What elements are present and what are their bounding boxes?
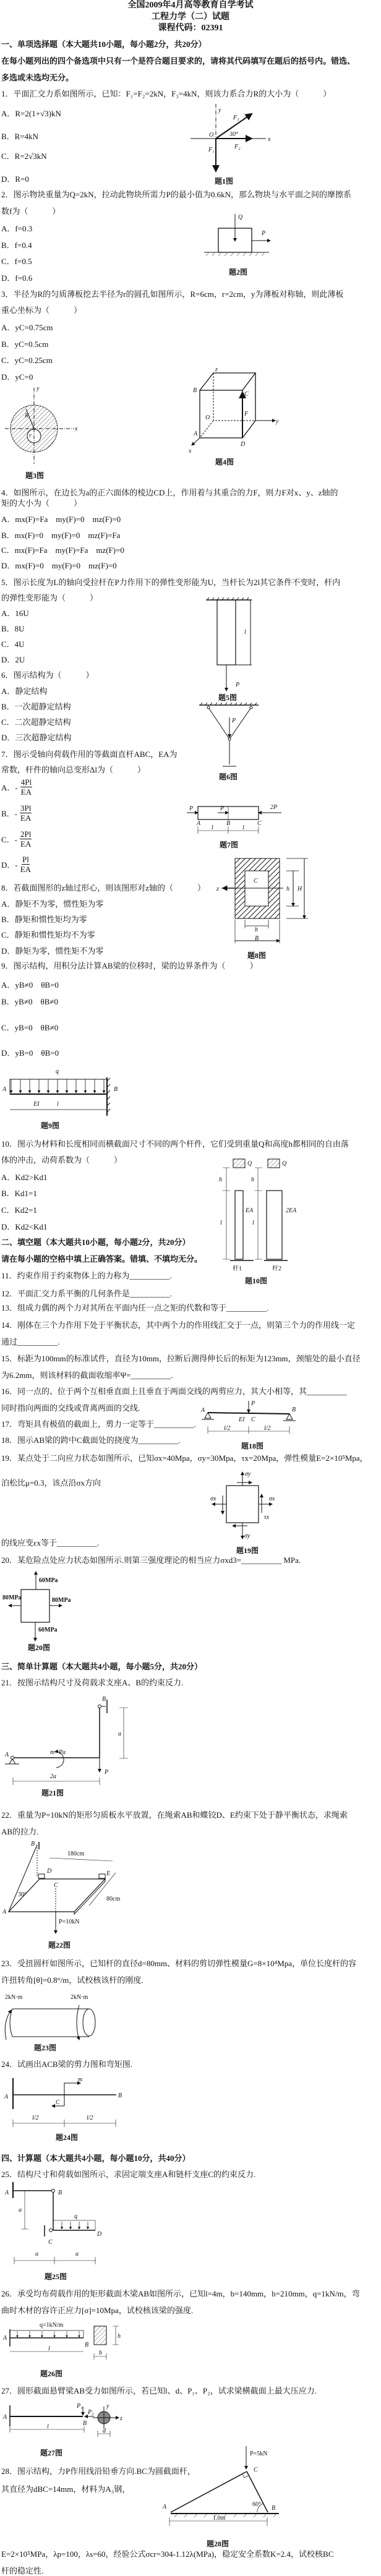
figure-label: τx xyxy=(264,1514,270,1521)
question-stem: 28．图示结构，力P作用线沿铅垂方向.BC为圆截面杆， xyxy=(1,2467,195,2476)
figure-caption: 题1图 xyxy=(214,177,234,186)
answer-option: C．R=2√3kN xyxy=(1,152,47,161)
figure-4-cube xyxy=(186,366,279,455)
answer-option: C．f=0.5 xyxy=(1,257,32,266)
figure-label: C xyxy=(56,2099,60,2106)
figure-8-box-section xyxy=(215,857,311,946)
figure-label: B xyxy=(31,1841,35,1847)
figure-caption: 题23图 xyxy=(33,2043,57,2052)
figure-caption: 题20图 xyxy=(27,1643,51,1652)
bar-ac xyxy=(171,2471,247,2512)
answer-option: D．静矩为零，惯性矩不为零 xyxy=(1,946,104,956)
figure-label: h xyxy=(251,1176,254,1183)
question-stem: 数f为（ ） xyxy=(1,207,61,216)
figure-label: EI xyxy=(33,1101,40,1108)
figure-label: l xyxy=(57,1101,59,1108)
figure-label: z xyxy=(216,886,219,892)
figure-label: 80MPa xyxy=(52,1597,71,1604)
answer-option: C．yB=0 θB≠0 xyxy=(1,1023,59,1032)
figure-label: l xyxy=(48,2345,50,2352)
figure-caption: 题8图 xyxy=(247,951,267,960)
question-stem: 6．图示结构为（ ） xyxy=(1,670,94,680)
question-stem: 20．某危险点处应力状态如图所示.则第三强度理论的相当应力σxd3=__________ MPa. xyxy=(1,1555,301,1565)
figure-label: B xyxy=(272,2505,276,2512)
figure-label: a xyxy=(118,1731,121,1737)
figure-5-tension-bar xyxy=(201,597,257,696)
figure-label: x xyxy=(75,426,78,432)
answer-option: B．yC=0.5cm xyxy=(1,340,49,349)
figure-9-cantilever xyxy=(1,1065,122,1116)
figure-label: A xyxy=(2,1909,7,1915)
figure-label: y xyxy=(218,107,221,114)
figure-label: B xyxy=(292,1406,296,1413)
figure-label: B xyxy=(255,935,259,942)
figure-caption: 题4图 xyxy=(215,458,234,466)
figure-label: E xyxy=(106,1870,111,1877)
figure-28-strut-frame xyxy=(160,2444,283,2537)
fraction xyxy=(20,777,32,797)
answer-option: D．Kd2<Kd1 xyxy=(1,1222,48,1231)
numerator: 4Pl xyxy=(20,777,32,787)
figure-label: D xyxy=(47,1868,52,1875)
course-code: 课程代码：02391 xyxy=(158,24,223,33)
figure-label: F xyxy=(244,411,249,417)
figure-19-stress-element xyxy=(207,1470,278,1545)
figure-label: H xyxy=(298,886,302,892)
answer-option xyxy=(1,777,32,797)
figure-label: C xyxy=(244,391,249,398)
figure-label: EA xyxy=(246,1207,254,1214)
question-stem: 重心坐标为（ ） xyxy=(1,306,82,315)
figure-21-frame xyxy=(2,1695,132,1787)
figure-caption: 题18图 xyxy=(241,1442,264,1450)
figure-label: q xyxy=(74,2213,77,2220)
section-heading: 二、填空题（本大题共10小题，每小题2分，共20分） xyxy=(1,1238,191,1247)
fraction xyxy=(20,829,32,849)
figure-label: 杆1 xyxy=(233,1265,242,1272)
figure-label: P₂ xyxy=(88,2409,94,2416)
answer-option: B．8U xyxy=(1,624,25,633)
answer-option: D．三次超静定结构 xyxy=(1,733,72,742)
fraction xyxy=(20,855,31,874)
question-stem: 5．图示长度为L的轴向受拉杆在P力作用下的弹性变形能为U，当杆长为2l其它条件不变时，杆内 xyxy=(1,578,341,587)
figure-label: l xyxy=(47,2423,49,2430)
option-prefix: A．- xyxy=(1,783,18,792)
figure-label: B xyxy=(226,820,231,827)
answer-option: C．静矩和惯性矩均不为零 xyxy=(1,930,95,939)
answer-option xyxy=(1,803,32,823)
figure-caption: 题10图 xyxy=(244,1277,268,1285)
fraction xyxy=(20,803,32,823)
option-prefix: D．- xyxy=(1,860,18,870)
figure-label: l/2 xyxy=(224,1425,231,1432)
figure-label: 60MPa xyxy=(39,1577,58,1584)
question-stem: 19．某点处于二向应力状态如图所示，已知σx=40Mpa，σy=30Mpa，τx=20Mpa，弹性模量E=2×10⁵Mpa， xyxy=(1,1453,368,1463)
question-stem: AB的拉力. xyxy=(1,1827,39,1836)
question-stem: 2．图示物块重量为Q=2kN，拉动此物块所需力P的最小值为0.6kN，那么物块与水平面之间的摩擦系 xyxy=(1,190,351,199)
figure-label: 2EA xyxy=(286,1207,297,1214)
question-stem: 25．结构尺寸和荷载如图所示，求固定端支座A和链杆支座C的约束反力. xyxy=(1,2170,256,2179)
question-stem: 同时指向两面的交线或背离两面的交线. xyxy=(1,1403,140,1413)
figure-label: σx xyxy=(210,1496,216,1502)
figure-label: A xyxy=(2,1086,7,1093)
figure-23-torsion-shaft xyxy=(1,1992,100,2041)
figure-label: 2kN·m xyxy=(5,1994,23,2001)
figure-label: b xyxy=(99,2350,102,2356)
answer-option: B．R=4kN xyxy=(1,132,39,141)
question-stem: 10．图示为材料和长度相同而横截面尺寸不同的两个杆件，它们受到重量Q和高度h都相同的自由落 xyxy=(1,1139,349,1149)
answer-option: D．yB=0 θB=0 xyxy=(1,1048,59,1058)
figure-label: EI xyxy=(239,1416,245,1423)
figure-label: F₁ xyxy=(208,147,215,153)
figure-label: l xyxy=(242,824,244,831)
section-instruction: 多选或未选均无分。 xyxy=(1,73,74,82)
answer-option: D．yC=0 xyxy=(1,372,33,382)
figure-label: z xyxy=(215,366,218,373)
question-stem: 8．若截面图形的z轴过形心，则该图形对z轴的（ ） xyxy=(1,883,206,892)
question-stem: 其直径为dBC=14mm，材料为A₃钢， xyxy=(1,2484,131,2494)
figure-caption: 题27图 xyxy=(40,2449,63,2457)
figure-label: B xyxy=(193,387,197,394)
figure-label: l xyxy=(244,629,246,636)
figure-label: A xyxy=(201,1407,205,1414)
answer-option: A．yB≠0 θB=0 xyxy=(1,980,59,990)
question-stem: 的线应变εx等于__________. xyxy=(1,1538,100,1547)
figure-label: 2P xyxy=(270,804,278,811)
question-stem: 许扭转角[θ]=0.8°/m，试校核该杆的刚度. xyxy=(1,1975,143,1985)
figure-caption: 题5图 xyxy=(218,693,238,702)
figure-label: B xyxy=(58,2189,62,2196)
figure-label: C xyxy=(254,878,258,884)
figure-label: h xyxy=(219,1176,222,1183)
numerator: Pl xyxy=(22,855,29,864)
figure-label: l/2 xyxy=(264,1425,271,1432)
question-stem: 14．刚体在三个力作用下处于平衡状态，其中两个力的作用线汇交于一点，则第三个力的作用线一定 xyxy=(1,1320,356,1330)
figure-22-plate xyxy=(1,1842,131,1938)
answer-option: C．mx(F)=Fa my(F)=Fa mz(F)=0 xyxy=(1,546,124,555)
answer-option: D．f=0.6 xyxy=(1,273,33,283)
figure-label: F₂ xyxy=(234,143,241,150)
figure-caption: 题28图 xyxy=(206,2540,229,2548)
question-stem: 的弹性变形能为（ ） xyxy=(1,593,98,602)
figure-label: C xyxy=(48,2239,53,2246)
figure-label: P=10kN xyxy=(59,1919,80,1925)
figure-caption: 题22图 xyxy=(48,1941,71,1949)
figure-label: Q xyxy=(247,1160,252,1167)
question-stem: 4．如图所示，在边长为a的正六面体的棱边CD上，作用着与其重合的力F，则力F对x、y、z轴的 xyxy=(1,488,338,497)
figure-6-truss xyxy=(198,703,260,771)
figure-label: a xyxy=(75,2251,79,2257)
figure-20-stress-element xyxy=(1,1570,75,1644)
question-stem: 17．弯矩具有极值的截面上，剪力一定等于__________. xyxy=(1,1419,197,1429)
question-stem: 15．标距为100mm的标准试件，直径为10mm，拉断后测得伸长后的标矩为123mm，颈缩处的最小直径 xyxy=(1,1354,361,1363)
figure-label: C xyxy=(251,1416,255,1423)
figure-label: r xyxy=(29,432,32,439)
figure-label: B xyxy=(114,1086,118,1093)
figure-label: Q xyxy=(282,1160,287,1167)
figure-label: m=Pa xyxy=(50,1749,66,1756)
numerator: 2Pl xyxy=(20,829,32,839)
figure-label: z xyxy=(120,2415,122,2422)
figure-label: b xyxy=(255,926,258,933)
section-instruction: 请在每小题的空格中填上正确答案。错填、不填均无分。 xyxy=(1,1254,203,1264)
figure-label: A xyxy=(5,2189,9,2196)
figure-26-beam-section xyxy=(1,2321,125,2367)
question-stem: 9．图示结构，用积分法计算AB梁的位移时，梁的边界条件为（ ） xyxy=(1,961,258,970)
answer-option xyxy=(1,855,31,874)
figure-label: x xyxy=(268,136,271,143)
answer-option: D．mx(F)=0 my(F)=0 mz(F)=0 xyxy=(1,561,117,570)
question-stem: 26．承受均布荷载作用的矩形截面木梁AB如图所示，已知l=4m，b=140mm，h=210mm，q=1kN/m，弯 xyxy=(1,2289,360,2298)
figure-label: 30° xyxy=(18,1891,27,1898)
answer-option: B．一次超静定结构 xyxy=(1,702,71,711)
figure-caption: 题3图 xyxy=(25,471,45,480)
question-stem: 矩的大小为（ ） xyxy=(1,499,82,508)
question-stem: 16．同一点的、位于两个互相垂直面上且垂直于两面交线的两剪应力，其大小相等，其__________ xyxy=(1,1387,348,1396)
figure-caption: 题9图 xyxy=(40,1121,60,1130)
figure-label: l xyxy=(252,1220,254,1226)
answer-option: C．Kd2=1 xyxy=(1,1205,37,1215)
figure-label: C xyxy=(254,2467,258,2473)
question-stem: 24．试画出ACB梁的剪力图和弯矩图. xyxy=(1,2060,132,2069)
figure-label: B xyxy=(102,1696,106,1703)
figure-label: Q xyxy=(238,214,243,221)
figure-label: P xyxy=(220,805,225,812)
bar-1 xyxy=(235,1191,243,1259)
figure-label: a xyxy=(19,2207,22,2214)
figure-label: l/2 xyxy=(32,2115,39,2121)
figure-label: d xyxy=(103,2428,106,2434)
figure-label: C xyxy=(257,820,262,827)
answer-option: B．mx(F)=0 my(F)=0 mz(F)=Fa xyxy=(1,531,121,540)
question-stem: 11．约束作用于约束物体上的力称为__________. xyxy=(1,1271,172,1280)
answer-option: A．f=0.3 xyxy=(1,224,33,233)
figure-label: x xyxy=(189,448,192,455)
figure-3-plate-with-hole xyxy=(3,387,80,467)
exam-title: 全国2009年4月高等教育自学考试 xyxy=(127,1,254,10)
figure-label: B xyxy=(118,2092,122,2099)
figure-caption: 题6图 xyxy=(218,772,238,781)
section-instruction: 在每小题列出的四个备选项中只有一个是符合题目要求的，请将其代码填写在题后的括号内。错选、 xyxy=(1,56,356,66)
option-prefix: B．- xyxy=(1,809,18,818)
figure-label: B xyxy=(85,2342,89,2348)
figure-label: F₃ xyxy=(233,114,239,121)
figure-label: A xyxy=(4,2094,9,2100)
figure-label: P xyxy=(232,717,236,724)
figure-label: B xyxy=(83,2420,87,2427)
question-stem: 泊松比μ=0.3，该点沿σx方向 xyxy=(1,1478,101,1487)
question-stem: 13．组成力偶的两个力对其所在平面内任一点之矩的代数和等于__________. xyxy=(1,1303,269,1312)
answer-option: A．16U xyxy=(1,609,29,618)
answer-option: B．yB≠0 θB≠0 xyxy=(1,997,59,1006)
figure-label: 1.0m xyxy=(213,2515,226,2522)
answer-option xyxy=(1,829,32,849)
figure-label: 60° xyxy=(252,2501,261,2508)
figure-label: l xyxy=(220,1220,222,1226)
question-stem: 18．图示AB梁的跨中C截面处的挠度为__________. xyxy=(1,1436,181,1445)
figure-label: A xyxy=(3,2335,7,2342)
section-heading: 四、计算题（本大题共4小题，每小题10分，共40分） xyxy=(1,2154,191,2163)
figure-label: P₁ xyxy=(77,2403,83,2410)
figure-caption: 题24图 xyxy=(55,2133,79,2142)
figure-label: P xyxy=(189,805,194,812)
figure-label: A xyxy=(163,2504,167,2510)
bar xyxy=(217,600,236,665)
question-stem: 22．重量为P=10kN的矩形匀质板水平放置，在绳索AB和蝶铰D、E约束下处于静平衡状态，求绳索 xyxy=(1,1810,348,1820)
answer-option: A．R=2(1+√3)kN xyxy=(1,109,61,118)
figure-label: a xyxy=(35,2251,38,2257)
figure-7-axial-bar xyxy=(186,803,285,835)
question-stem: E=2×10⁵MPa，λp=100，λs=60，经验公式σcr=304-1.12λ(MPa)，稳定安全系数K=2.4，试校核BC xyxy=(1,2549,334,2559)
question-stem: 21．按图示结构尺寸及荷载求支座A、B的约束反力. xyxy=(1,1678,184,1687)
answer-option: B．f=0.4 xyxy=(1,241,32,250)
question-stem: 常数，杆件的轴向总变形Δl为（ ） xyxy=(1,765,145,774)
figure-label: σy xyxy=(244,1533,250,1539)
figure-label: A xyxy=(5,1752,9,1758)
figure-caption: 题26图 xyxy=(40,2369,63,2378)
figure-label: y xyxy=(106,2403,109,2410)
answer-option: C．二次超静定结构 xyxy=(1,717,71,727)
figure-label: 30° xyxy=(229,131,238,138)
paper-title: 工程力学（二）试题 xyxy=(152,12,229,22)
figure-10-impact-bars xyxy=(216,1155,303,1279)
question-stem: 23．受扭圆杆如图所示，已知杆的直径d=80mm、材料的剪切弹性模量G=8×10⁴Mpa，单位长度杆的容 xyxy=(1,1959,356,1968)
figure-label: P=5kN xyxy=(250,2450,268,2457)
answer-option: A．yC=0.75cm xyxy=(1,323,53,332)
answer-option: A．静定结构 xyxy=(1,687,48,696)
answer-option: B．静矩和惯性矩均为零 xyxy=(1,915,87,924)
figure-label: y xyxy=(276,418,279,425)
figure-label: A xyxy=(3,2414,7,2421)
figure-label: D xyxy=(241,441,246,448)
question-stem: 杆的稳定性. xyxy=(1,2566,44,2575)
figure-label: l xyxy=(212,824,213,831)
figure-label: 80MPa xyxy=(2,1594,22,1601)
question-stem: 为6.2mm，则该材料的截面收缩率Ψ=__________. xyxy=(1,1371,173,1380)
figure-label: O xyxy=(209,132,214,139)
figure-label: P xyxy=(105,1769,109,1776)
figure-label: l/2 xyxy=(87,2115,93,2121)
numerator: 3Pl xyxy=(20,803,32,813)
section-heading: 一、单项选择题（本大题共10小题，每小题2分，共20分） xyxy=(1,40,207,49)
figure-caption: 题21图 xyxy=(41,1789,64,1797)
question-stem: 通过__________. xyxy=(1,1337,60,1346)
question-stem: 3．半径为R的匀质薄板挖去半径为r的圆孔如图所示，R=6cm，r=2cm，y为薄板对称轴，则此薄板 xyxy=(1,289,344,299)
question-stem: 1．平面汇交力系如图所示，已知：F₁=F₂=2kN，F₃=4kN，则该力系合力R的大小为（ ） xyxy=(1,89,332,98)
figure-label: P xyxy=(236,682,240,688)
figure-label: D xyxy=(97,2231,102,2238)
figure-label: h xyxy=(118,2333,121,2340)
figure-25-frame xyxy=(1,2182,103,2269)
figure-1-force-diagram xyxy=(189,102,275,176)
denominator: EA xyxy=(20,839,32,849)
answer-option: C．yC=0.25cm xyxy=(1,356,53,365)
figure-caption: 题2图 xyxy=(228,268,248,276)
denominator: EA xyxy=(20,813,32,823)
denominator: EA xyxy=(20,865,32,874)
figure-caption: 题19图 xyxy=(236,1546,259,1555)
figure-27-cantilever-circle xyxy=(1,2402,125,2439)
figure-label: A xyxy=(197,820,201,827)
figure-label: O xyxy=(205,414,210,421)
figure-label: C xyxy=(54,1882,58,1889)
option-prefix: C．- xyxy=(1,835,18,844)
figure-label: m xyxy=(78,2076,83,2083)
figure-label: q xyxy=(56,1068,59,1075)
figure-label: P xyxy=(262,230,266,237)
figure-label: 2kN·m xyxy=(71,1994,88,2001)
figure-label: σx xyxy=(269,1496,275,1502)
question-stem: 12．平面汇交力系平衡的几何条件是__________. xyxy=(1,1289,173,1298)
answer-option: D．R=0 xyxy=(1,174,29,184)
answer-option: D．2U xyxy=(1,655,25,664)
bar-2 xyxy=(267,1191,282,1259)
figure-label: 2a xyxy=(50,1773,56,1780)
answer-option: A．静矩不为零，惯性矩为零 xyxy=(1,899,104,909)
denominator: EA xyxy=(20,787,32,797)
figure-24-beam-couple xyxy=(1,2075,125,2128)
question-stem: 7．图示受轴向荷载作用的等截面直杆ABC，EA为 xyxy=(1,750,178,759)
figure-label: σy xyxy=(245,1471,251,1478)
answer-option: C．4U xyxy=(1,640,25,649)
answer-option: B．Kd1=1 xyxy=(1,1189,37,1198)
figure-label: y xyxy=(36,385,40,392)
figure-label: 60MPa xyxy=(38,1627,58,1633)
question-stem: 体的冲击，动荷系数为（ ） xyxy=(1,1155,122,1165)
figure-label: h xyxy=(286,886,289,892)
figure-2-block-friction xyxy=(201,210,275,260)
figure-label: q=1kN/m xyxy=(40,2322,64,2329)
figure-label: R xyxy=(25,413,29,419)
figure-caption: 题25图 xyxy=(44,2272,67,2281)
figure-label: P xyxy=(251,1400,255,1407)
answer-option: A．Kd2>Kd1 xyxy=(1,1173,48,1182)
question-stem: 曲时木材的容许正应力[σ]=10Mpa，试校核该梁的强度. xyxy=(1,2306,194,2315)
figure-label: 杆2 xyxy=(272,1265,281,1272)
figure-18-simple-beam xyxy=(199,1399,298,1437)
figure-caption: 题7图 xyxy=(219,841,239,849)
figure-label: 80cm xyxy=(106,1896,121,1902)
question-stem: 27．圆形截面悬臂梁AB受力如图所示，若已知l、d、P₁、P₂，试求梁横截面上最大压应力. xyxy=(1,2386,317,2395)
section-heading: 三、简单计算题（本大题共4小题，每小题5分，共20分） xyxy=(1,1662,203,1671)
figure-label: A xyxy=(194,430,198,437)
answer-option: A．mx(F)=Fa my(F)=0 mz(F)=0 xyxy=(1,515,121,524)
figure-label: 180cm xyxy=(67,1851,85,1857)
